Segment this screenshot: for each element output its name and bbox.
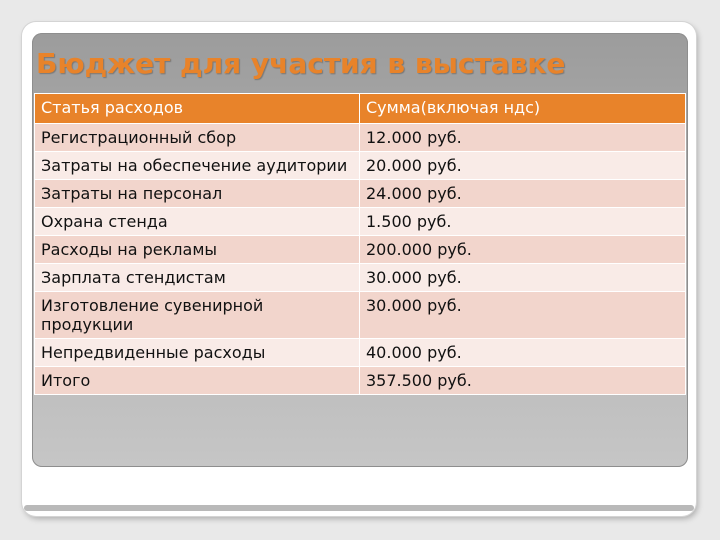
- slide-title: Бюджет для участия в выставке: [36, 47, 566, 80]
- expense-item-cell: Непредвиденные расходы: [35, 339, 360, 367]
- amount-cell: 1.500 руб.: [360, 208, 686, 236]
- expense-item-cell: Затраты на обеспечение аудитории: [35, 152, 360, 180]
- table-row: [35, 339, 686, 367]
- amount-cell: 200.000 руб.: [360, 236, 686, 264]
- amount-cell: 30.000 руб.: [360, 264, 686, 292]
- expense-item-cell: Изготовление сувенирной продукции: [35, 292, 360, 339]
- table-row-total: [35, 367, 686, 395]
- amount-cell: 12.000 руб.: [360, 124, 686, 152]
- amount-cell: 30.000 руб.: [360, 292, 686, 339]
- table-header-row: [35, 94, 686, 124]
- budget-table: [34, 93, 686, 395]
- amount-cell: 40.000 руб.: [360, 339, 686, 367]
- expense-item-cell: Расходы на рекламы: [35, 236, 360, 264]
- table-row: [35, 124, 686, 152]
- expense-item-cell: Затраты на персонал: [35, 180, 360, 208]
- expense-item-cell: Регистрационный сбор: [35, 124, 360, 152]
- header-amount: Сумма(включая ндс): [360, 94, 686, 124]
- total-amount-cell: 357.500 руб.: [360, 367, 686, 395]
- amount-cell: 20.000 руб.: [360, 152, 686, 180]
- table-row: [35, 152, 686, 180]
- expense-item-cell: Охрана стенда: [35, 208, 360, 236]
- table-row: [35, 264, 686, 292]
- table-row: [35, 180, 686, 208]
- total-label-cell: Итого: [35, 367, 360, 395]
- slide-bottom-line: [24, 505, 694, 511]
- amount-cell: 24.000 руб.: [360, 180, 686, 208]
- header-expense-item: Статья расходов: [35, 94, 360, 124]
- table-row: [35, 292, 686, 339]
- table-row: [35, 208, 686, 236]
- expense-item-cell: Зарплата стендистам: [35, 264, 360, 292]
- table-row: [35, 236, 686, 264]
